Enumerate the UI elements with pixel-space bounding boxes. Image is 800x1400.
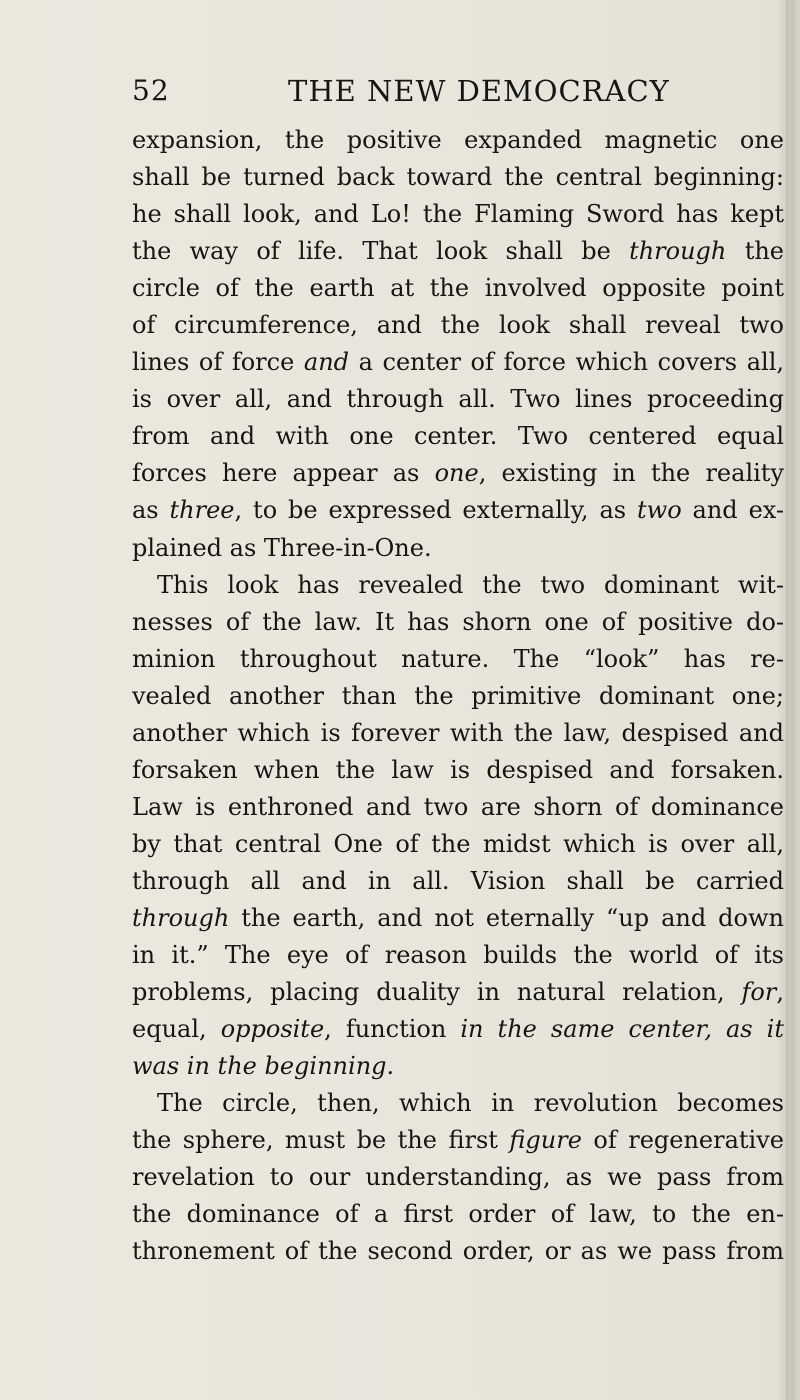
text-run: through all and in all. Vision shall be carried [132, 866, 784, 895]
text-run: shall be turned back toward the central beginning: [132, 163, 784, 192]
text-run-italic: for [741, 978, 777, 1007]
text-run: by that central One of the midst which is over all, [132, 829, 784, 858]
text-line [132, 270, 784, 307]
text-run: , [776, 978, 784, 1007]
text-run: is over all, and through all. Two lines proceeding [132, 385, 784, 414]
text-line [132, 418, 784, 455]
text-run: as [132, 496, 170, 525]
text-line [132, 1233, 784, 1270]
text-run-italic: two [637, 496, 682, 525]
text-run: revelation to our understanding, as we pass from [132, 1163, 784, 1192]
page-number: 52 [132, 74, 170, 107]
text-run: thronement of the second order, or as we pass from [132, 1237, 784, 1266]
text-run-italic: was in the beginning. [132, 1052, 395, 1081]
text-line [132, 307, 784, 344]
text-line [132, 1085, 784, 1122]
text-run-italic: through [132, 903, 230, 932]
text-line [132, 122, 784, 159]
text-line [132, 678, 784, 715]
text-run: forces here appear as [132, 459, 435, 488]
text-line [132, 492, 784, 529]
text-line [132, 752, 784, 789]
text-run-italic: and [303, 348, 350, 377]
text-line [132, 196, 784, 233]
text-run: equal, [132, 1015, 221, 1044]
text-run: of circumference, and the look shall reveal two [132, 311, 784, 340]
body-text [132, 122, 784, 1270]
text-run-italic: figure [509, 1126, 582, 1155]
text-run: nesses of the law. It has shorn one of positive do- [132, 607, 784, 636]
text-line [132, 381, 784, 418]
text-run: Law is enthroned and two are shorn of dominance [132, 792, 784, 821]
text-line [132, 233, 784, 270]
running-head [132, 68, 762, 114]
text-run: lines of force [132, 348, 304, 377]
text-run: the way of life. That look shall be [132, 237, 630, 266]
text-run: from and with one center. Two centered equal [132, 422, 784, 451]
text-line [132, 567, 784, 604]
text-run: circle of the earth at the involved opposite point [132, 274, 784, 303]
text-line [132, 159, 784, 196]
text-run: , to be expressed externally, as [234, 496, 637, 525]
text-run: and ex- [681, 496, 784, 525]
text-line [132, 937, 784, 974]
text-run: in it.” The eye of reason builds the world of its [132, 941, 784, 970]
text-line [132, 344, 784, 381]
text-run: the earth, and not eternally “up and down [229, 903, 784, 932]
text-line [132, 715, 784, 752]
text-run: the sphere, must be the first [132, 1126, 510, 1155]
running-title: THE NEW DEMOCRACY [288, 74, 670, 108]
text-line [132, 900, 784, 937]
text-run-italic: through [629, 237, 727, 266]
text-line [132, 863, 784, 900]
text-line [132, 604, 784, 641]
text-run: plained as Three-in-One. [132, 533, 432, 562]
text-run: , existing in the reality [478, 459, 784, 488]
text-line [132, 974, 784, 1011]
text-run: This look has revealed the two dominant wit- [157, 570, 784, 599]
text-run: expansion, the positive expanded magnetic one [132, 126, 784, 154]
text-line [132, 789, 784, 826]
text-run: he shall look, and Lo! the Flaming Sword has kept [132, 200, 784, 229]
text-run: The circle, then, which in revolution becomes [157, 1089, 784, 1118]
text-run: a center of force which covers all, [349, 348, 784, 377]
text-line [132, 826, 784, 863]
text-line [132, 530, 784, 567]
text-line [132, 455, 784, 492]
text-run: the dominance of a first order of law, to the en- [132, 1200, 784, 1229]
text-line [132, 1011, 784, 1048]
text-line [132, 641, 784, 678]
text-run: forsaken when the law is despised and forsaken. [132, 755, 784, 784]
text-run: the [726, 237, 784, 266]
text-line [132, 1196, 784, 1233]
text-line [132, 1048, 784, 1085]
text-run: problems, placing duality in natural relation, [132, 978, 742, 1007]
text-line [132, 1122, 784, 1159]
text-run-italic: three [169, 496, 235, 525]
text-run-italic: in the same center, as it [460, 1015, 784, 1044]
text-run: minion throughout nature. The “look” has re- [132, 644, 784, 673]
text-run-italic: opposite [220, 1015, 325, 1044]
text-run-italic: one [434, 459, 479, 488]
text-run: , function [324, 1015, 461, 1044]
text-run: vealed another than the primitive dominant one; [132, 681, 784, 710]
text-run: another which is forever with the law, despised and [132, 718, 784, 747]
text-run: of regenerative [581, 1126, 784, 1155]
text-line [132, 1159, 784, 1196]
